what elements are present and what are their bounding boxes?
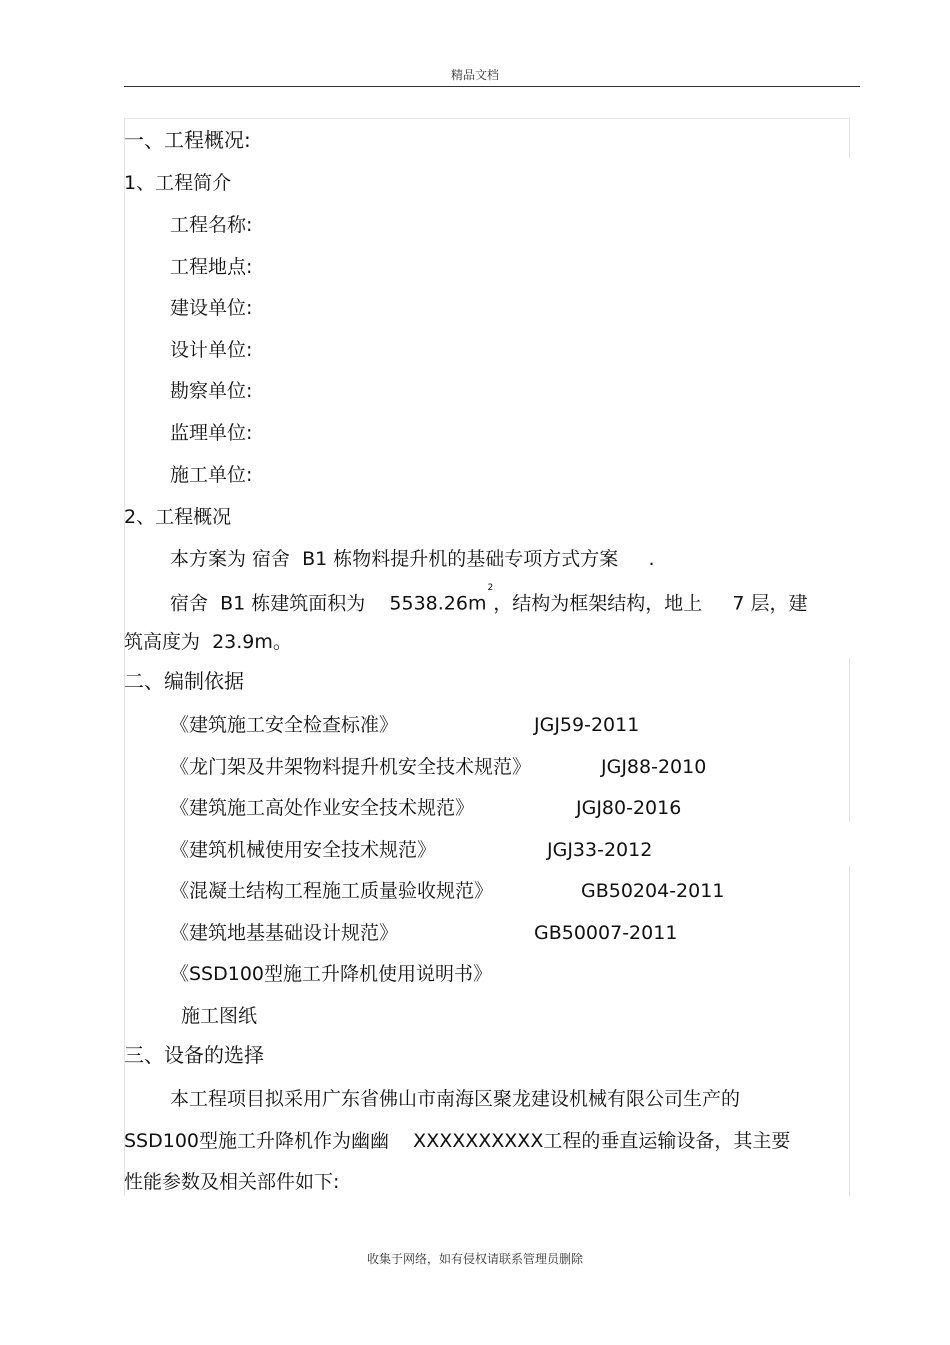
field-label: 工程地点: xyxy=(170,256,253,278)
reference-title: 《混凝土结构工程施工质量验收规范》 xyxy=(170,880,494,902)
table-border-right xyxy=(849,658,850,822)
reference-code: JGJ59-2011 xyxy=(534,714,640,736)
subsection-heading: 2、工程概况 xyxy=(124,506,232,528)
field-label: 建设单位: xyxy=(170,297,253,319)
table-border-top xyxy=(124,118,850,119)
page-footer: 收集于网络，如有侵权请联系管理员删除 xyxy=(366,1252,583,1266)
field-label: 工程名称: xyxy=(170,214,253,236)
reference-title: 施工图纸 xyxy=(181,1005,258,1027)
paragraph xyxy=(170,583,808,616)
reference-code: JGJ80-2016 xyxy=(576,797,682,819)
field-label: 勘察单位: xyxy=(170,380,253,402)
field-label: 监理单位: xyxy=(170,422,253,444)
reference-title: 《建筑机械使用安全技术规范》 xyxy=(170,839,437,861)
reference-title: 《龙门架及井架物料提升机安全技术规范》 xyxy=(170,756,532,778)
page-header: 精品文档 xyxy=(450,68,499,82)
field-label: 施工单位: xyxy=(170,464,253,486)
subsection-heading: 1、工程简介 xyxy=(124,172,232,194)
reference-code: GB50204-2011 xyxy=(581,880,725,902)
reference-title: 《建筑地基基础设计规范》 xyxy=(170,922,399,944)
reference-title: 《SSD100型施工升降机使用说明书》 xyxy=(170,963,493,985)
paragraph: 本方案为 宿舍 B1 栋物料提升机的基础专项方式方案 . xyxy=(170,548,655,570)
paragraph: SSD100型施工升降机作为幽幽 XXXXXXXXXX工程的垂直运输设备，其主要 xyxy=(124,1130,791,1152)
table-border-right xyxy=(849,866,850,1196)
header-rule xyxy=(124,86,860,87)
table-border-right xyxy=(849,118,850,158)
section-heading: 二、编制依据 xyxy=(124,669,244,693)
paragraph: 筑高度为 23.9m。 xyxy=(124,631,292,653)
section-heading: 三、设备的选择 xyxy=(124,1043,264,1067)
reference-title: 《建筑施工高处作业安全技术规范》 xyxy=(170,797,475,819)
paragraph: 本工程项目拟采用广东省佛山市南海区聚龙建设机械有限公司生产的 xyxy=(170,1088,741,1110)
superscript: 2 xyxy=(487,583,494,593)
field-label: 设计单位: xyxy=(170,339,253,361)
reference-code: JGJ33-2012 xyxy=(547,839,653,861)
section-heading: 一、工程概况: xyxy=(124,128,251,152)
table-border-left xyxy=(124,118,125,1196)
reference-code: GB50007-2011 xyxy=(534,922,678,944)
reference-title: 《建筑施工安全检查标准》 xyxy=(170,714,399,736)
paragraph-text: ，结构为框架结构，地上 7 层，建 xyxy=(493,592,808,615)
reference-code: JGJ88-2010 xyxy=(601,756,707,778)
paragraph-text: 宿舍 B1 栋建筑面积为 5538.26m xyxy=(170,592,487,615)
paragraph: 性能参数及相关部件如下: xyxy=(124,1171,340,1193)
